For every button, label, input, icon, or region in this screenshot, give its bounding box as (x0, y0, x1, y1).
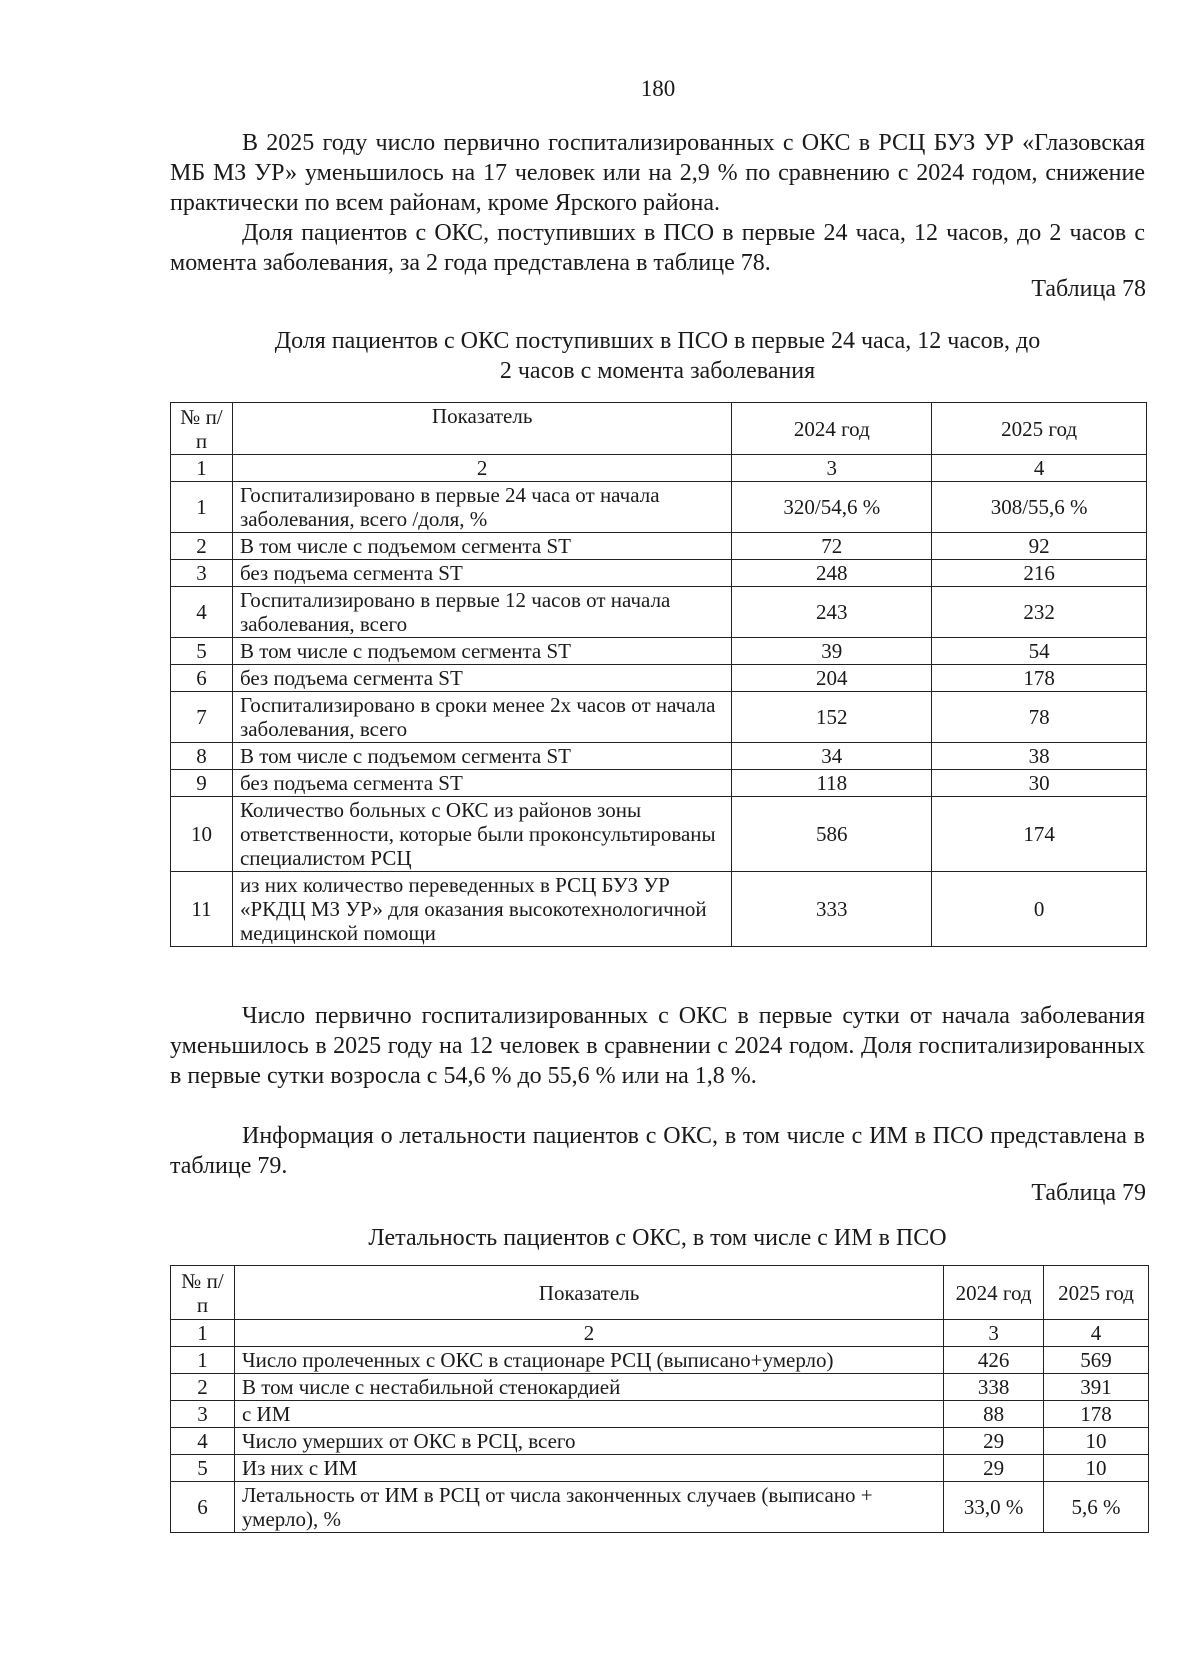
colnum-2: 2 (232, 455, 731, 482)
value-2025-cell: 569 (1044, 1347, 1149, 1374)
header-indicator: Показатель (234, 1266, 943, 1320)
row-number-cell: 6 (171, 1482, 235, 1533)
row-number-cell: 2 (171, 533, 233, 560)
value-2024-cell: 152 (732, 692, 932, 743)
row-number-cell: 9 (171, 770, 233, 797)
value-2024-cell: 248 (732, 560, 932, 587)
value-2025-cell: 10 (1044, 1455, 1149, 1482)
paragraph-2: Доля пациентов с ОКС, поступивших в ПСО в первые 24 часа, 12 часов, до 2 часов с момента заболевания, за 2 года представлена в таблице 78. (170, 220, 1145, 276)
table-row (171, 587, 1147, 638)
indicator-cell: с ИМ (234, 1401, 943, 1428)
value-2024-cell: 204 (732, 665, 932, 692)
value-2024-cell: 426 (944, 1347, 1044, 1374)
row-number-cell: 5 (171, 1455, 235, 1482)
colnum-4: 4 (1044, 1320, 1149, 1347)
table-row (171, 665, 1147, 692)
colnum-2: 2 (234, 1320, 943, 1347)
value-2025-cell: 78 (932, 692, 1147, 743)
row-number-cell: 10 (171, 797, 233, 872)
value-2024-cell: 243 (732, 587, 932, 638)
header-num: № п/п (171, 1266, 235, 1320)
value-2024-cell: 72 (732, 533, 932, 560)
indicator-cell: без подъема сегмента ST (232, 560, 731, 587)
table-78-header-row (171, 403, 1147, 455)
colnum-1: 1 (171, 455, 233, 482)
paragraph-4: Информация о летальности пациентов с ОКС, в том числе с ИМ в ПСО представлена в таблице 79. (170, 1123, 1145, 1179)
value-2024-cell: 586 (732, 797, 932, 872)
row-number-cell: 3 (171, 560, 233, 587)
value-2024-cell: 88 (944, 1401, 1044, 1428)
colnum-3: 3 (944, 1320, 1044, 1347)
table-row (171, 692, 1147, 743)
indicator-cell: Госпитализировано в первые 24 часа от начала заболевания, всего /доля, % (232, 482, 731, 533)
value-2025-cell: 178 (932, 665, 1147, 692)
table-row (171, 1401, 1149, 1428)
value-2025-cell: 54 (932, 638, 1147, 665)
page-number: 180 (640, 76, 676, 101)
table-79-label: Таблица 79 (1031, 1180, 1146, 1206)
table-79 (170, 1265, 1149, 1533)
value-2025-cell: 92 (932, 533, 1147, 560)
table-79-title: Летальность пациентов с ОКС, в том числе с ИМ в ПСО (368, 1225, 947, 1251)
row-number-cell: 5 (171, 638, 233, 665)
indicator-cell: В том числе с нестабильной стенокардией (234, 1374, 943, 1401)
row-number-cell: 4 (171, 1428, 235, 1455)
table-row (171, 1374, 1149, 1401)
indicator-cell: без подъема сегмента ST (232, 770, 731, 797)
row-number-cell: 2 (171, 1374, 235, 1401)
value-2025-cell: 30 (932, 770, 1147, 797)
value-2024-cell: 39 (732, 638, 932, 665)
colnum-4: 4 (932, 455, 1147, 482)
table-78-title (170, 326, 1145, 386)
table-79-colnum-row (171, 1320, 1149, 1347)
indicator-cell: из них количество переведенных в РСЦ БУЗ УР «РКДЦ МЗ УР» для оказания высокотехнологичной медицинской помощи (232, 872, 731, 947)
row-number-cell: 1 (171, 482, 233, 533)
value-2025-cell: 10 (1044, 1428, 1149, 1455)
header-2024: 2024 год (944, 1266, 1044, 1320)
value-2024-cell: 29 (944, 1428, 1044, 1455)
row-number-cell: 4 (171, 587, 233, 638)
value-2024-cell: 118 (732, 770, 932, 797)
value-2025-cell: 216 (932, 560, 1147, 587)
table-row (171, 1347, 1149, 1374)
indicator-cell: Число пролеченных с ОКС в стационаре РСЦ (выписано+умерло) (234, 1347, 943, 1374)
indicator-cell: Госпитализировано в первые 12 часов от начала заболевания, всего (232, 587, 731, 638)
table-row (171, 533, 1147, 560)
indicator-cell: без подъема сегмента ST (232, 665, 731, 692)
table-row (171, 1482, 1149, 1533)
header-2025: 2025 год (932, 403, 1147, 455)
indicator-cell: Из них с ИМ (234, 1455, 943, 1482)
colnum-3: 3 (732, 455, 932, 482)
table-row (171, 482, 1147, 533)
value-2025-cell: 38 (932, 743, 1147, 770)
table-row (171, 872, 1147, 947)
table-78-title-line-1: Доля пациентов с ОКС поступивших в ПСО в первые 24 часа, 12 часов, до (274, 328, 1041, 354)
row-number-cell: 7 (171, 692, 233, 743)
row-number-cell: 8 (171, 743, 233, 770)
header-indicator: Показатель (232, 403, 731, 455)
value-2025-cell: 5,6 % (1044, 1482, 1149, 1533)
value-2024-cell: 29 (944, 1455, 1044, 1482)
table-row (171, 638, 1147, 665)
table-row (171, 560, 1147, 587)
table-79-header-row (171, 1266, 1149, 1320)
indicator-cell: В том числе с подъемом сегмента ST (232, 533, 731, 560)
table-78-title-line-2: 2 часов с момента заболевания (499, 358, 816, 384)
table-row (171, 797, 1147, 872)
value-2025-cell: 178 (1044, 1401, 1149, 1428)
table-row (171, 770, 1147, 797)
indicator-cell: Количество больных с ОКС из районов зоны ответственности, которые были проконсультированы специалистом РСЦ (232, 797, 731, 872)
value-2025-cell: 391 (1044, 1374, 1149, 1401)
row-number-cell: 6 (171, 665, 233, 692)
table-row (171, 1455, 1149, 1482)
value-2024-cell: 320/54,6 % (732, 482, 932, 533)
indicator-cell: Число умерших от ОКС в РСЦ, всего (234, 1428, 943, 1455)
indicator-cell: Госпитализировано в сроки менее 2х часов от начала заболевания, всего (232, 692, 731, 743)
value-2024-cell: 34 (732, 743, 932, 770)
table-78-label: Таблица 78 (1031, 276, 1146, 302)
value-2025-cell: 308/55,6 % (932, 482, 1147, 533)
paragraph-1: В 2025 году число первично госпитализированных с ОКС в РСЦ БУЗ УР «Глазовская МБ МЗ УР» уменьшилось на 17 человек или на 2,9 % по сравнению с 2024 годом, снижение практически по всем районам, кроме Ярского района. (170, 130, 1145, 216)
value-2025-cell: 0 (932, 872, 1147, 947)
paragraph-3: Число первично госпитализированных с ОКС в первые сутки от начала заболевания уменьшилось в 2025 году на 12 человек в сравнении с 2024 годом. Доля госпитализированных в первые сутки возросла с 54,6 % до 55,6 % или на 1,8 %. (170, 1003, 1145, 1089)
colnum-1: 1 (171, 1320, 235, 1347)
row-number-cell: 1 (171, 1347, 235, 1374)
value-2024-cell: 33,0 % (944, 1482, 1044, 1533)
table-78 (170, 402, 1147, 947)
indicator-cell: В том числе с подъемом сегмента ST (232, 638, 731, 665)
header-2024: 2024 год (732, 403, 932, 455)
header-num: № п/п (171, 403, 233, 455)
value-2024-cell: 338 (944, 1374, 1044, 1401)
row-number-cell: 3 (171, 1401, 235, 1428)
indicator-cell: Летальность от ИМ в РСЦ от числа законченных случаев (выписано + умерло), % (234, 1482, 943, 1533)
value-2024-cell: 333 (732, 872, 932, 947)
indicator-cell: В том числе с подъемом сегмента ST (232, 743, 731, 770)
table-row (171, 1428, 1149, 1455)
value-2025-cell: 232 (932, 587, 1147, 638)
table-78-colnum-row (171, 455, 1147, 482)
table-row (171, 743, 1147, 770)
value-2025-cell: 174 (932, 797, 1147, 872)
row-number-cell: 11 (171, 872, 233, 947)
header-2025: 2025 год (1044, 1266, 1149, 1320)
